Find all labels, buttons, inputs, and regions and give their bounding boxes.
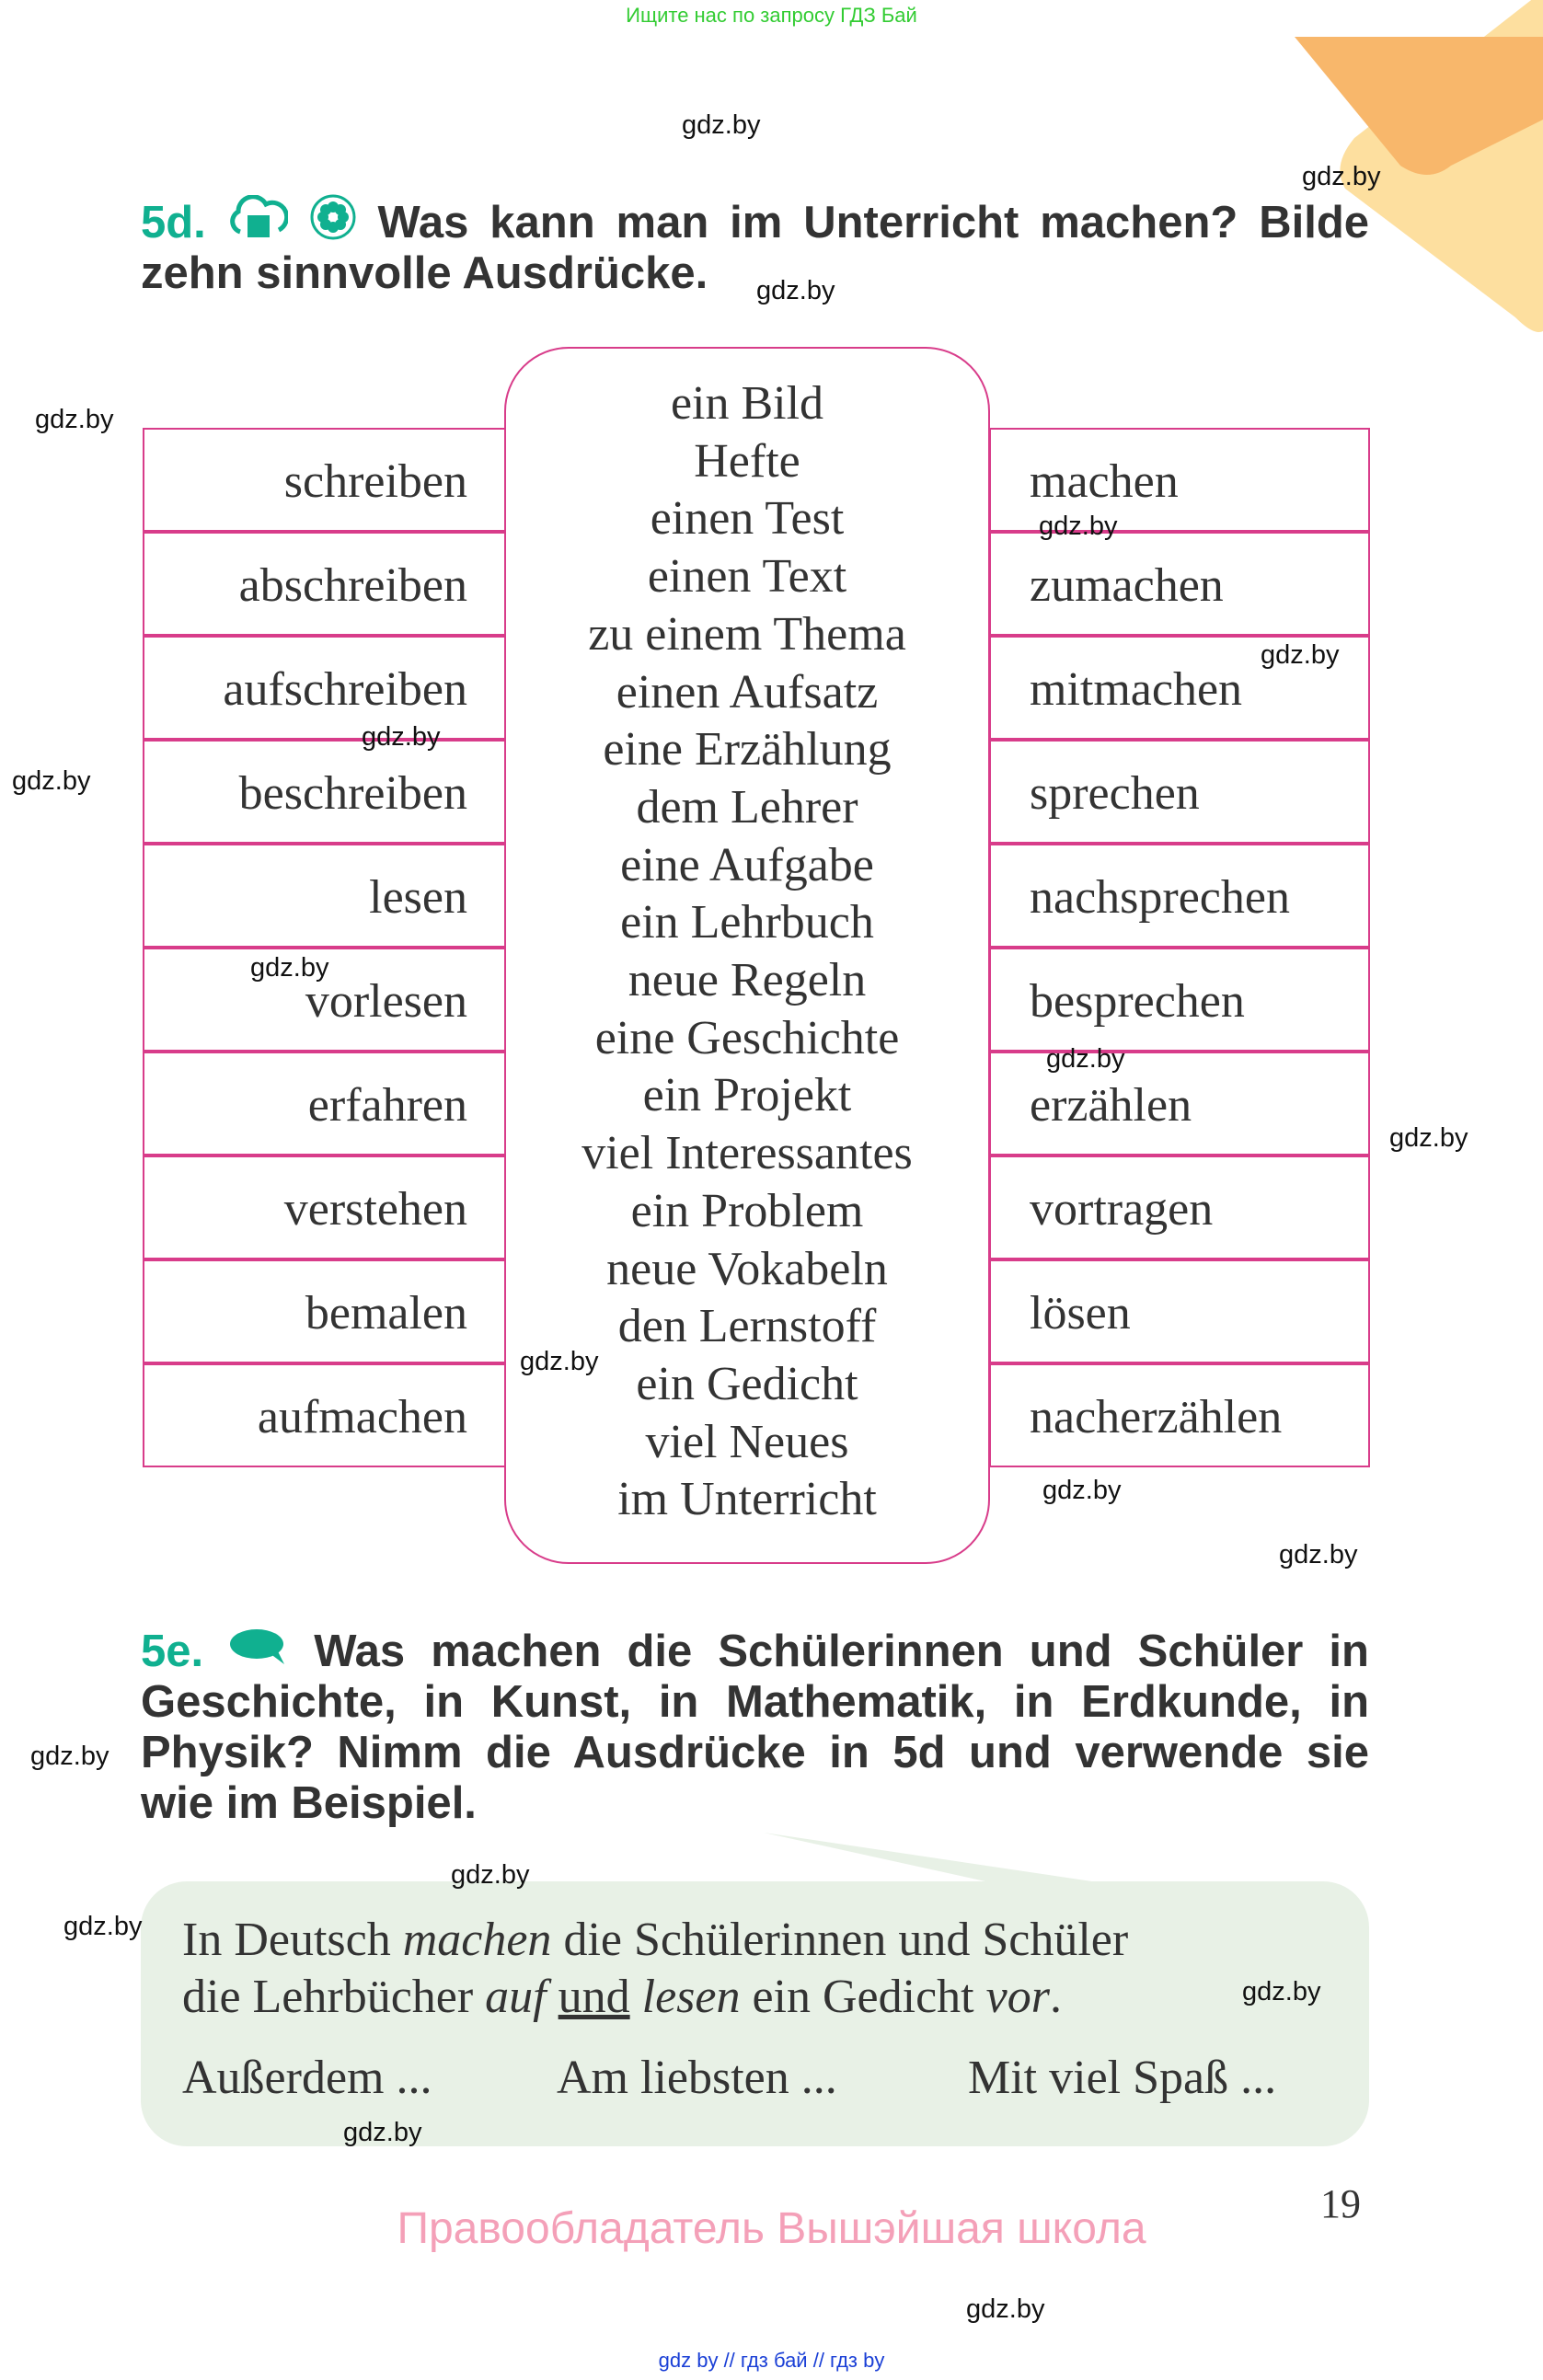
- flower-icon: [309, 193, 357, 241]
- right-verb-cell: nacherzählen: [989, 1363, 1370, 1467]
- left-verb-cell: schreiben: [143, 428, 506, 532]
- center-object: neue Vokabeln: [606, 1242, 888, 1295]
- center-object: einen Text: [647, 550, 847, 604]
- watermark: gdz.by: [343, 2118, 422, 2147]
- search-hint: Ищите нас по запросу ГДЗ Бай: [626, 4, 917, 27]
- left-verb-cell: bemalen: [143, 1259, 506, 1363]
- example-line-2: die Lehrbücher auf und lesen ein Gedicht vor.: [182, 1971, 1062, 2023]
- watermark: gdz.by: [1261, 640, 1340, 670]
- task-number: 5e.: [141, 1627, 204, 1676]
- center-object: ein Problem: [630, 1184, 864, 1237]
- center-object: den Lernstoff: [617, 1300, 877, 1353]
- center-object: neue Regeln: [628, 954, 867, 1006]
- right-verb-cell: mitmachen: [989, 636, 1370, 740]
- starter-1: Außerdem ...: [182, 2052, 432, 2104]
- center-object: im Unterricht: [617, 1473, 877, 1526]
- watermark: gdz.by: [1279, 1540, 1358, 1569]
- right-verb-cell: nachsprechen: [989, 844, 1370, 948]
- task-5e-text: Geschichte, in Kunst, in Mathematik, in Erdkunde, in: [141, 1677, 1369, 1727]
- left-verb-cell: aufmachen: [143, 1363, 506, 1467]
- example-line-1: In Deutsch machen die Schülerinnen und Schüler: [182, 1914, 1129, 1966]
- watermark: gdz.by: [520, 1347, 599, 1376]
- task-5e-heading: [141, 1627, 1369, 1829]
- speech-bubble-icon: [229, 1627, 288, 1666]
- center-object: eine Erzählung: [603, 723, 892, 776]
- left-verb-cell: abschreiben: [143, 532, 506, 636]
- center-object: zu einem Thema: [588, 607, 906, 661]
- rights-holder: Правообладатель Вышэйшая школа: [397, 2204, 1146, 2253]
- watermark: gdz.by: [1302, 162, 1381, 191]
- center-object: einen Aufsatz: [616, 665, 879, 719]
- right-verb-cell: sprechen: [989, 740, 1370, 844]
- task-5d-text: Was kann man im Unterricht machen? Bilde: [377, 198, 1370, 247]
- task-5e-text: Physik? Nimm die Ausdrücke in 5d und verwende sie: [141, 1728, 1369, 1777]
- right-verb-cell: machen: [989, 428, 1370, 532]
- watermark: gdz.by: [451, 1860, 530, 1890]
- center-object: dem Lehrer: [636, 780, 858, 834]
- left-verb-cell: vorlesen: [143, 948, 506, 1052]
- watermark: gdz.by: [1242, 1977, 1321, 2006]
- task-5d-text-2: zehn sinnvolle Ausdrücke.: [141, 248, 708, 298]
- left-verb-cell: lesen: [143, 844, 506, 948]
- right-verb-cell: vortragen: [989, 1156, 1370, 1259]
- center-object: eine Aufgabe: [620, 838, 874, 891]
- right-verb-cell: zumachen: [989, 532, 1370, 636]
- left-verb-cell: aufschreiben: [143, 636, 506, 740]
- watermark: gdz.by: [1389, 1123, 1468, 1153]
- watermark: gdz.by: [1039, 512, 1118, 541]
- watermark: gdz.by: [682, 110, 761, 140]
- task-5e-text: wie im Beispiel.: [141, 1778, 477, 1828]
- watermark: gdz.by: [1042, 1476, 1122, 1505]
- task-number: 5d.: [141, 198, 206, 247]
- watermark: gdz.by: [1046, 1044, 1125, 1074]
- watermark: gdz.by: [756, 276, 835, 305]
- left-verb-cell: erfahren: [143, 1052, 506, 1156]
- left-verb-cell: verstehen: [143, 1156, 506, 1259]
- center-object: ein Lehrbuch: [620, 896, 874, 949]
- starter-2: Am liebsten ...: [557, 2052, 837, 2104]
- footer-links[interactable]: gdz by // гдз бай // гдз by: [658, 2349, 885, 2372]
- center-object: ein Bild: [670, 377, 824, 430]
- speech-tail: [754, 1831, 1123, 1886]
- center-object: Hefte: [694, 434, 800, 488]
- right-verb-cell: besprechen: [989, 948, 1370, 1052]
- center-object: ein Gedicht: [636, 1357, 858, 1410]
- watermark: gdz.by: [63, 1912, 143, 1941]
- right-verb-cell: lösen: [989, 1259, 1370, 1363]
- left-verb-cell: beschreiben: [143, 740, 506, 844]
- center-object: viel Neues: [645, 1415, 849, 1468]
- center-object: einen Test: [650, 492, 845, 546]
- page-number: 19: [1320, 2181, 1361, 2226]
- right-verb-cell: erzählen: [989, 1052, 1370, 1156]
- watermark: gdz.by: [30, 1742, 109, 1771]
- center-object: eine Geschichte: [594, 1011, 900, 1064]
- watermark: gdz.by: [12, 766, 91, 796]
- task-5e-text: Was machen die Schülerinnen und Schüler in: [314, 1627, 1369, 1676]
- watermark: gdz.by: [362, 722, 441, 752]
- watermark: gdz.by: [250, 953, 329, 983]
- watermark: gdz.by: [966, 2294, 1045, 2324]
- cloud-folder-icon: [227, 195, 288, 241]
- task-5d-heading: [141, 193, 1369, 299]
- center-object: viel Interessantes: [582, 1127, 913, 1180]
- watermark: gdz.by: [35, 405, 114, 434]
- starter-3: Mit viel Spaß ...: [968, 2052, 1277, 2104]
- center-object: ein Projekt: [642, 1069, 852, 1122]
